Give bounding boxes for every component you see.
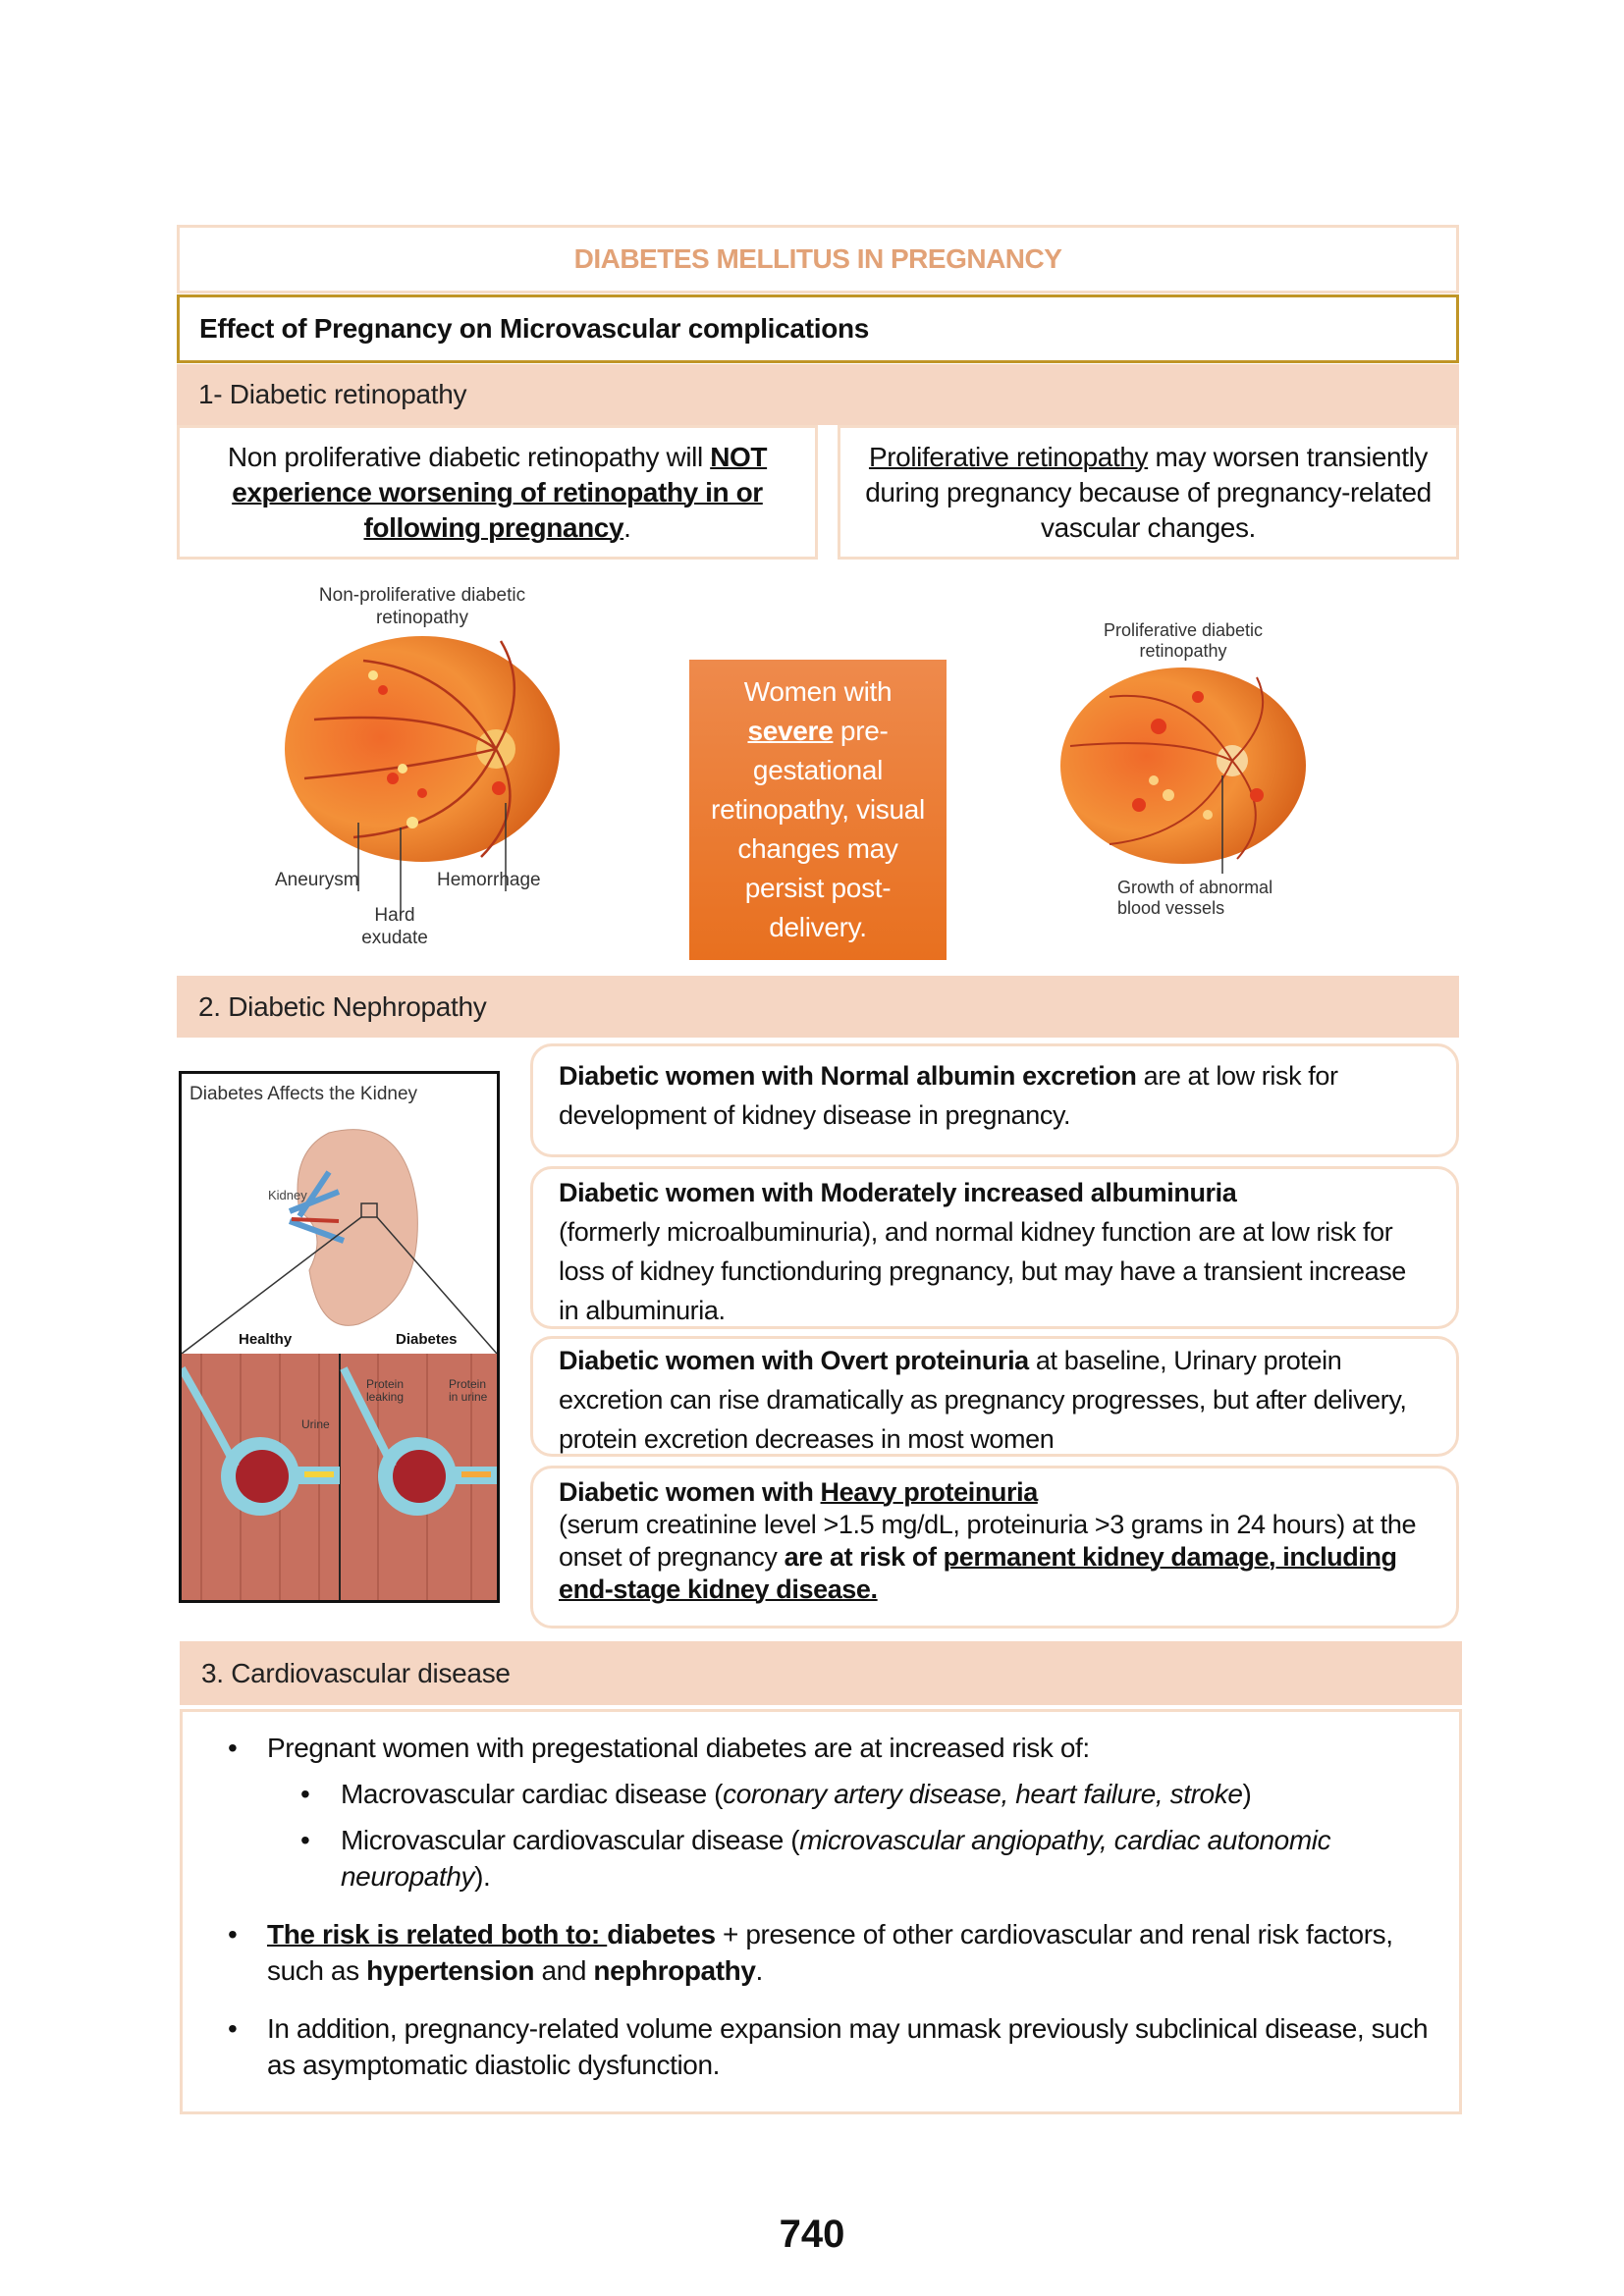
overt-proteinuria-box: [530, 1336, 1459, 1457]
text: Women with: [743, 676, 893, 707]
nonproliferative-box: [177, 425, 818, 560]
text: .: [623, 511, 631, 543]
heading-text: 2. Diabetic Nephropathy: [198, 990, 487, 1022]
emphasis-text: Proliferative retinopathy: [868, 441, 1149, 472]
bold-text: Diabetic women with Overt proteinuria: [559, 1346, 1029, 1375]
text: .: [755, 1955, 763, 1986]
text: at baseline, Urinary protein excretion can rise dramatically as pregnancy progresses, but after delivery, protein excretion decreases in most women: [559, 1346, 1407, 1454]
text: Microvascular cardiovascular disease (: [341, 1825, 800, 1855]
italic-text: coronary artery disease, heart failure, stroke: [723, 1779, 1243, 1809]
heading-text: 3. Cardiovascular disease: [201, 1657, 511, 1688]
cardiovascular-content: [180, 1709, 1462, 2114]
bullet-item: [210, 2010, 1432, 2083]
moderate-albuminuria-box: [530, 1166, 1459, 1329]
cardiovascular-heading: [180, 1641, 1462, 1705]
heading-text: 1- Diabetic retinopathy: [198, 379, 467, 409]
label-diabetes: Diabetes: [396, 1331, 458, 1348]
bullet-item: [210, 1916, 1432, 1989]
emphasis-text: NOT experience worsening of retinopathy in or following pregnancy: [232, 441, 768, 543]
proliferative-retina-image: [1060, 620, 1316, 925]
text: (formerly microalbuminuria), and normal kidney function are at low risk for loss of kidney functionduring pregnancy, but may have a transient increase in albuminuria.: [559, 1217, 1406, 1325]
label-abnormal-vessels: Growth of abnormal blood vessels: [1117, 878, 1273, 918]
label-hemorrhage: Hemorrhage: [437, 870, 541, 890]
text: are at low risk for development of kidney disease in pregnancy.: [559, 1061, 1338, 1130]
title-text: DIABETES MELLITUS IN PREGNANCY: [573, 243, 1062, 274]
bullet-item: [210, 1730, 1432, 1766]
label-kidney: Kidney: [268, 1188, 307, 1202]
normal-albumin-box: [530, 1043, 1459, 1157]
text: may worsen transiently during pregnancy because of pregnancy-related vascular changes.: [865, 441, 1432, 543]
subtitle-text: Effect of Pregnancy on Microvascular complications: [199, 313, 870, 344]
emphasis-text: severe: [747, 716, 834, 746]
bold-text: Diabetic women with: [559, 1477, 821, 1507]
text: + presence of other cardiovascular and renal risk factors, such as: [267, 1919, 1393, 1986]
emphasis-text: permanent kidney damage, including end-stage kidney disease.: [559, 1542, 1397, 1604]
text: In addition, pregnancy-related volume expansion may unmask previously subclinical disease, such as asymptomatic diastolic dysfunction.: [267, 2013, 1429, 2080]
document-title: [177, 225, 1459, 294]
label-urine: Urine: [301, 1417, 330, 1431]
bold-text: Diabetic women with Normal albumin excretion: [559, 1061, 1137, 1091]
text: and: [534, 1955, 594, 1986]
severe-retinopathy-callout: [689, 660, 947, 960]
text: ).: [474, 1861, 491, 1892]
bold-text: hypertension: [366, 1955, 535, 1986]
nonproliferative-retina-image: [275, 584, 589, 957]
label-hard-exudate: Hard exudate: [361, 905, 428, 948]
text: Non proliferative diabetic retinopathy will: [227, 441, 711, 472]
retinopathy-heading: [177, 364, 1459, 425]
bold-text: Diabetic women with Moderately increased albuminuria: [559, 1178, 1237, 1207]
text: Pregnant women with pregestational diabetes are at increased risk of:: [267, 1733, 1090, 1763]
retina-illustration: [1060, 667, 1316, 874]
label-protein-in-urine: Protein in urine: [449, 1377, 488, 1404]
sub-bullet-item: [210, 1822, 1432, 1895]
image-title: Diabetes Affects the Kidney: [189, 1084, 418, 1104]
label-protein-leaking: Protein leaking: [366, 1377, 405, 1404]
image-title: Non-proliferative diabetic retinopathy: [318, 585, 526, 628]
bold-text: diabetes: [607, 1919, 716, 1949]
bold-text: are at risk of: [784, 1542, 944, 1572]
italic-text: microvascular angiopathy, cardiac autonomic neuropathy: [341, 1825, 1331, 1892]
page-number: 740: [779, 2213, 845, 2256]
kidney-diagram-image: [179, 1071, 500, 1603]
sub-bullet-item: [210, 1776, 1432, 1812]
text: ): [1242, 1779, 1252, 1809]
emphasis-text: Heavy proteinuria: [820, 1477, 1038, 1507]
proliferative-box: [838, 425, 1459, 560]
label-aneurysm: Aneurysm: [275, 870, 359, 890]
section-subtitle: [177, 294, 1459, 363]
emphasis-text: The risk is related both to:: [267, 1919, 608, 1949]
nephropathy-heading: [177, 976, 1459, 1038]
text: (serum creatinine level >1.5 mg/dL, proteinuria >3 grams in 24 hours) at the onset of pregnancy: [559, 1510, 1417, 1572]
text: pre-gestational retinopathy, visual changes may persist post-delivery.: [711, 716, 925, 942]
heavy-proteinuria-box: [530, 1466, 1459, 1629]
bold-text: nephropathy: [593, 1955, 756, 1986]
image-title: Proliferative diabetic retinopathy: [1103, 620, 1264, 661]
text: Macrovascular cardiac disease (: [341, 1779, 724, 1809]
label-healthy: Healthy: [239, 1331, 293, 1348]
